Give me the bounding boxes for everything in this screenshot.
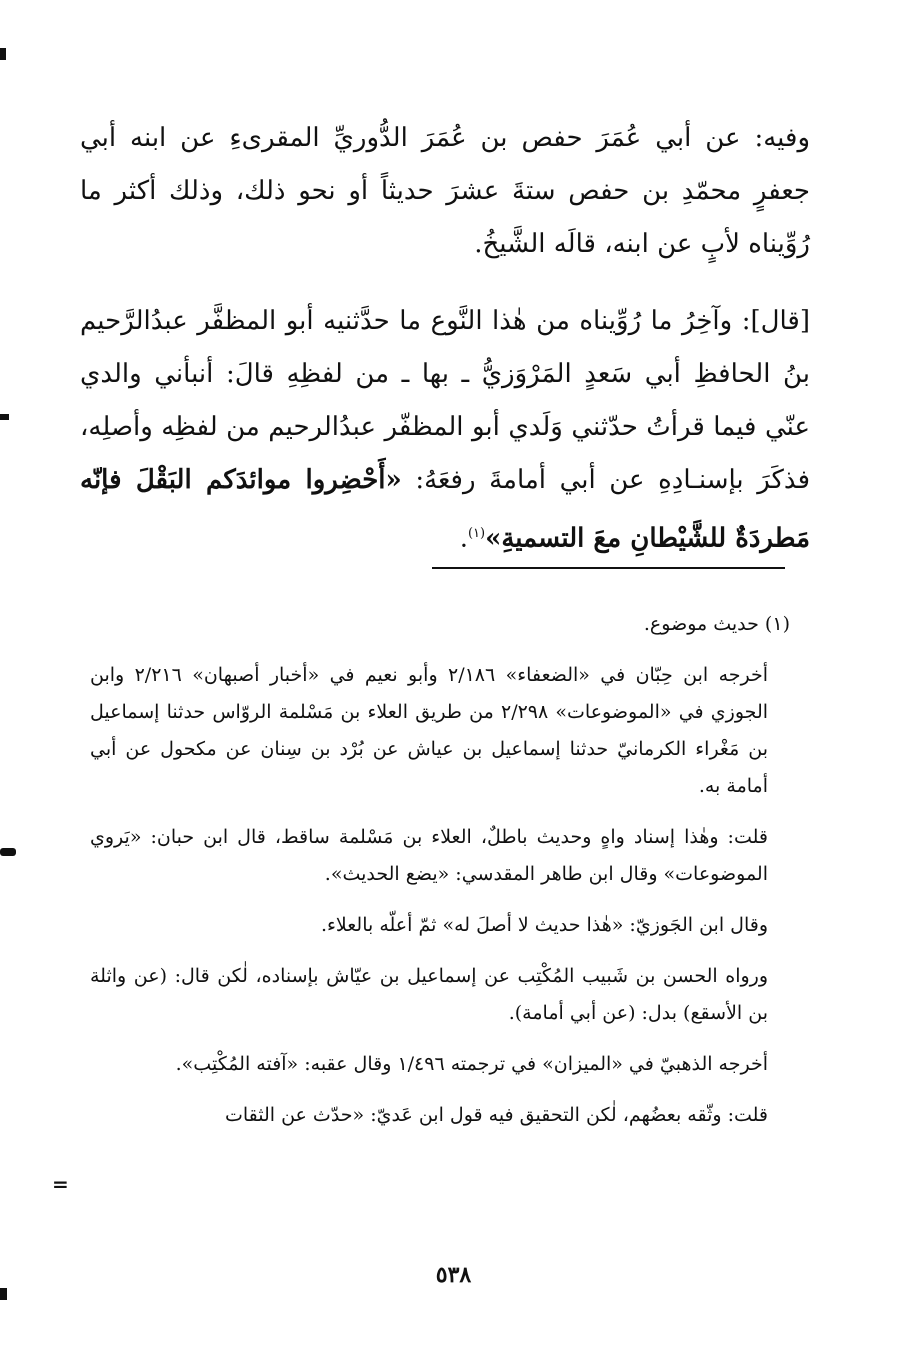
footnote-paragraph: أخرجه الذهبيّ في «الميزان» في ترجمته ١/٤٩٦ وقال عقبه: «آفته المُكْتِب». (175, 1053, 768, 1075)
footnote-reference: (١) (467, 526, 486, 541)
footnote-paragraph: قلت: وهٰذا إسناد واهٍ وحديث باطلٌ، العلاء بن مَسْلمة ساقط، قال ابن حبان: «يَروي الموضوعات» وقال ابن طاهر المقدسي: «يضع الحديث». (90, 826, 768, 885)
footnote-paragraph: ورواه الحسن بن شَبيب المُكْتِب عن إسماعيل بن عيّاش بإسناده، لٰكن قال: (عن واثلة بن الأسقع) بدل: (عن أبي أمامة). (90, 965, 768, 1024)
footnote-paragraph: وقال ابن الجَوزيّ: «هٰذا حديث لا أصلَ له» ثمّ أعلّه بالعلاء. (320, 914, 768, 936)
main-paragraph-2-text: [قال]: وآخِرُ ما رُوِّيناه من هٰذا النَّوع ما حدَّثنيه أبو المظفَّر عبدُالرَّحيم بنُ الحافظِ أبي سَعدٍ المَرْوَزيُّ ـ بها ـ من لفظِهِ قالَ: أنبأني والدي عنّي فيما قرأتُ حدّثني وَلَدي أبو المظفّر عبدُالرحيم من لفظِه وأصلِه، فذكَرَ بإسنـادِهِ عن أبي أمامةَ رفعَهُ: (80, 306, 810, 495)
scan-mark (0, 48, 6, 60)
footnote-paragraph: قلت: وثّقه بعضُهم، لٰكن التحقيق فيه قول ابن عَديّ: «حدّث عن الثقات (224, 1104, 768, 1126)
sentence-end-mark: . (459, 523, 468, 554)
main-text (80, 112, 810, 590)
footnote-paragraph: أخرجه ابن حِبّان في «الضعفاء» ٢/١٨٦ وأبو نعيم في «أخبار أصبهان» ٢/٢١٦ وابن الجوزي في «الموضوعات» ٢/٢٩٨ من طريق العلاء بن مَسْلمة الروّاس حدثنا إسماعيل بن مَغْراء الكرمانيّ حدثنا إسماعيل بن عياش عن بُرْد بن سِنان عن مكحول عن أبي أمامة به. (90, 664, 769, 797)
scan-mark (0, 848, 16, 856)
footnote-separator (432, 567, 785, 569)
scan-mark (0, 414, 9, 420)
footnotes (90, 606, 790, 1148)
main-paragraph-2 (80, 295, 810, 566)
continuation-mark: = (52, 1172, 69, 1196)
hadith-quote: «أَحْضِروا موائدَكم البَقْلَ فإنّه مَطردَةٌ للشَّيْطانِ معَ التسميةِ» (80, 465, 810, 554)
page-number: ٥٣٨ (435, 1262, 472, 1288)
scan-mark (0, 1288, 7, 1300)
footnote-1-heading: (١) حديث موضوع. (643, 613, 790, 635)
main-paragraph-1: وفيه: عن أبي عُمَرَ حفص بن عُمَرَ الدُّوريِّ المقرىءِ عن ابنه أبي جعفرٍ محمّدِ بن حفص ستةَ عشرَ حديثاً أو نحو ذلك، وذلك أكثر ما رُوِّيناه لأبٍ عن ابنه، قالَه الشَّيخُ. (80, 123, 810, 259)
